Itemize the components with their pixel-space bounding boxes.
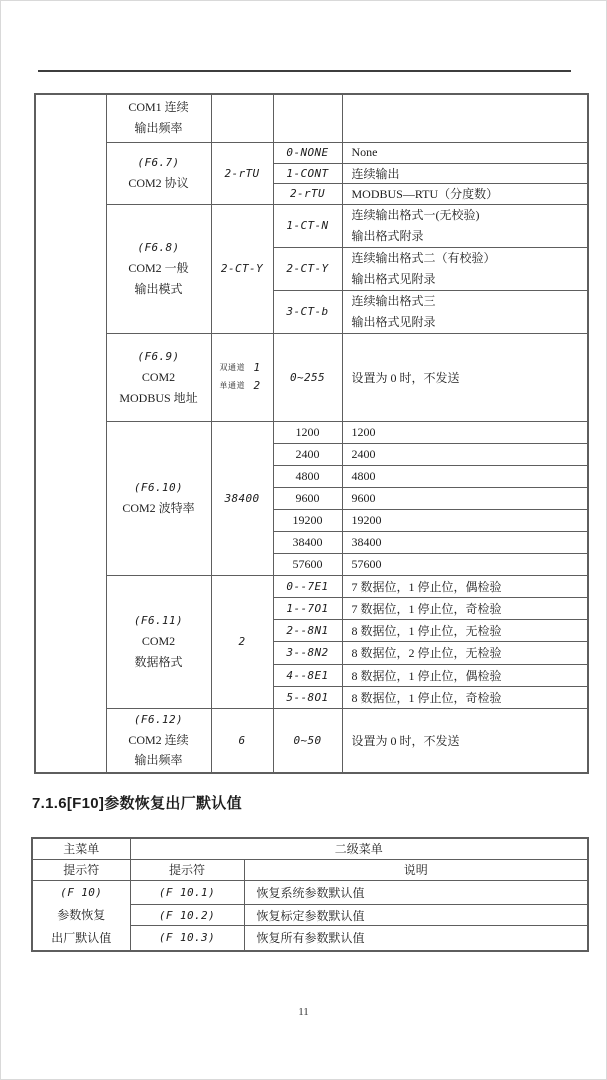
param-name-line: 输出频率 bbox=[134, 121, 183, 136]
option-value: 2-CT-Y bbox=[273, 247, 342, 290]
option-value: 1-CT-N bbox=[273, 204, 342, 247]
option-desc: 7 数据位，1 停止位，奇检验 bbox=[342, 597, 588, 619]
default-dual-value: 1 bbox=[253, 361, 261, 374]
param-name-line: COM2 bbox=[141, 634, 176, 648]
param-name-line: 输出模式 bbox=[134, 282, 183, 296]
option-value: 38400 bbox=[273, 531, 342, 553]
option-value: 3-CT-b bbox=[273, 290, 342, 333]
factory-reset-table bbox=[31, 837, 589, 952]
option-desc: 设置为 0 时，不发送 bbox=[342, 333, 588, 421]
default-value: 6 bbox=[211, 708, 273, 773]
default-value: 2-rTU bbox=[211, 142, 273, 204]
option-desc: 8 数据位，1 停止位，偶检验 bbox=[342, 664, 588, 686]
default-value: 2-CT-Y bbox=[211, 204, 273, 333]
option-desc-line: 连续输出格式一(无校验) bbox=[351, 207, 480, 222]
option-value: 3--8N2 bbox=[273, 641, 342, 664]
option-desc-line: 连续输出格式三 bbox=[351, 293, 436, 308]
option-desc bbox=[342, 290, 588, 333]
header-prompt-main: 提示符 bbox=[32, 859, 130, 880]
sub-menu-code: (F 10.3) bbox=[130, 926, 244, 951]
default-single-label: 单通道 bbox=[219, 381, 245, 390]
option-desc bbox=[342, 204, 588, 247]
param-name-line: 出厂默认值 bbox=[51, 930, 112, 945]
default-dual-channel bbox=[212, 359, 273, 377]
option-value: 0-NONE bbox=[273, 142, 342, 163]
option-value: 4800 bbox=[273, 465, 342, 487]
param-name-line: MODBUS 地址 bbox=[119, 390, 198, 405]
option-desc: 连续输出 bbox=[342, 163, 588, 183]
option-desc bbox=[342, 247, 588, 290]
option-value: 0--7E1 bbox=[273, 575, 342, 597]
option-value: 2-rTU bbox=[273, 183, 342, 204]
option-desc-line: 输出格式附录 bbox=[351, 228, 424, 243]
option-desc-line: 输出格式见附录 bbox=[351, 314, 436, 329]
sub-menu-desc: 恢复所有参数默认值 bbox=[244, 926, 588, 951]
option-desc: None bbox=[342, 142, 588, 163]
param-name-line: COM1 连续 bbox=[128, 100, 189, 115]
param-name-line: 参数恢复 bbox=[57, 907, 106, 922]
header-sub-menu: 二级菜单 bbox=[130, 838, 588, 859]
option-desc: 19200 bbox=[342, 509, 588, 531]
desc-cell-empty bbox=[342, 94, 588, 142]
param-name-line: COM2 连续 bbox=[128, 733, 189, 748]
option-desc: 8 数据位，1 停止位，奇检验 bbox=[342, 686, 588, 708]
option-range: 0~255 bbox=[273, 333, 342, 421]
main-menu-cell-f10 bbox=[32, 880, 130, 951]
page-number: 11 bbox=[298, 1006, 309, 1018]
default-value: 2 bbox=[211, 575, 273, 708]
option-value: 19200 bbox=[273, 509, 342, 531]
option-value: 2400 bbox=[273, 443, 342, 465]
header-description: 说明 bbox=[244, 859, 588, 880]
option-desc: 设置为 0 时，不发送 bbox=[342, 708, 588, 773]
option-desc: MODBUS—RTU（分度数） bbox=[342, 183, 588, 204]
param-name-cell-f67 bbox=[106, 142, 211, 204]
option-value: 9600 bbox=[273, 487, 342, 509]
default-value: 38400 bbox=[211, 421, 273, 575]
sub-menu-desc: 恢复系统参数默认值 bbox=[244, 880, 588, 905]
param-name-line: COM2 波特率 bbox=[122, 501, 195, 515]
param-name-cell-f611 bbox=[106, 575, 211, 708]
option-desc: 38400 bbox=[342, 531, 588, 553]
header-prompt-sub: 提示符 bbox=[130, 859, 244, 880]
default-single-value: 2 bbox=[253, 379, 261, 392]
option-desc: 57600 bbox=[342, 553, 588, 575]
param-name-cell-f612 bbox=[106, 708, 211, 773]
option-desc: 9600 bbox=[342, 487, 588, 509]
option-value: 57600 bbox=[273, 553, 342, 575]
param-code: (F6.9) bbox=[137, 349, 180, 363]
option-value: 1-CONT bbox=[273, 163, 342, 183]
option-desc: 4800 bbox=[342, 465, 588, 487]
sub-menu-code: (F 10.1) bbox=[130, 880, 244, 905]
option-desc-line: 输出格式见附录 bbox=[351, 271, 436, 286]
param-name-cell-com1 bbox=[106, 94, 211, 142]
param-name-line: COM2 一般 bbox=[128, 261, 189, 275]
sub-menu-code: (F 10.2) bbox=[130, 905, 244, 926]
option-range: 0~50 bbox=[273, 708, 342, 773]
left-spacer-cell bbox=[35, 94, 106, 773]
param-name-line: 数据格式 bbox=[134, 655, 183, 669]
param-code: (F6.7) bbox=[137, 156, 180, 169]
option-desc-line: 连续输出格式二（有校验） bbox=[351, 250, 496, 265]
param-code: (F6.12) bbox=[133, 713, 184, 727]
param-name-line: 输出频率 bbox=[134, 753, 183, 768]
param-code: (F6.8) bbox=[137, 241, 180, 254]
default-dual-label: 双通道 bbox=[219, 363, 245, 372]
param-code: (F6.10) bbox=[133, 481, 184, 494]
section-heading: 7.1.6[F10]参数恢复出厂默认值 bbox=[32, 795, 242, 812]
param-code: (F 10) bbox=[60, 885, 103, 899]
option-desc: 7 数据位，1 停止位，偶检验 bbox=[342, 575, 588, 597]
option-cell-empty bbox=[273, 94, 342, 142]
header-rule bbox=[38, 70, 571, 72]
option-value: 5--8O1 bbox=[273, 686, 342, 708]
param-name-line: COM2 协议 bbox=[128, 176, 189, 190]
default-single-channel bbox=[212, 377, 273, 395]
option-value: 1--7O1 bbox=[273, 597, 342, 619]
param-name-cell-f69 bbox=[106, 333, 211, 421]
param-name-line: COM2 bbox=[141, 369, 176, 384]
option-desc: 2400 bbox=[342, 443, 588, 465]
default-cell-empty bbox=[211, 94, 273, 142]
option-desc: 1200 bbox=[342, 421, 588, 443]
option-value: 4--8E1 bbox=[273, 664, 342, 686]
option-value: 1200 bbox=[273, 421, 342, 443]
option-value: 2--8N1 bbox=[273, 619, 342, 641]
param-name-cell-f610 bbox=[106, 421, 211, 575]
option-desc: 8 数据位，2 停止位，无检验 bbox=[342, 641, 588, 664]
com2-settings-table bbox=[34, 93, 589, 774]
option-desc: 8 数据位，1 停止位，无检验 bbox=[342, 619, 588, 641]
sub-menu-desc: 恢复标定参数默认值 bbox=[244, 905, 588, 926]
default-cell-f69 bbox=[211, 333, 273, 421]
param-name-cell-f68 bbox=[106, 204, 211, 333]
header-main-menu: 主菜单 bbox=[32, 838, 130, 859]
param-code: (F6.11) bbox=[133, 614, 184, 627]
